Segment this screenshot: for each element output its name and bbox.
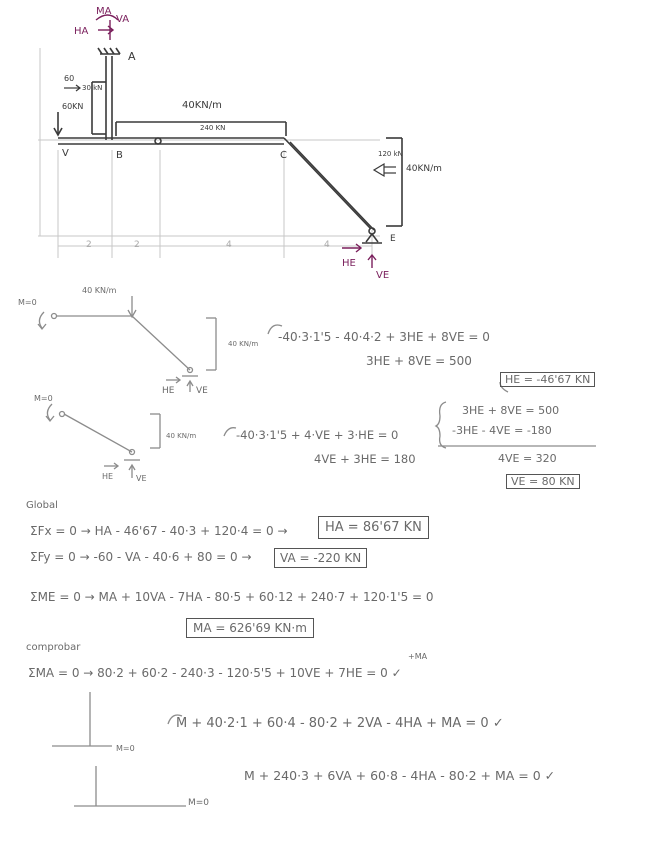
check-title: comprobar: [26, 642, 81, 653]
check-equation-1: ΣMA = 0 → 80·2 + 60·2 - 240·3 - 120·5'5 + 10VE + 7HE = 0 ✓: [28, 666, 402, 680]
sum-fx-equation: ΣFx = 0 → HA - 46'67 - 40·3 + 120·4 = 0 →: [30, 524, 288, 538]
dimension-3: 4: [226, 240, 232, 250]
sub1-load-top: 40 KN/m: [82, 286, 117, 295]
point-e-label: E: [390, 234, 396, 244]
ma-result-box: MA = 626'69 KN·m: [186, 618, 314, 638]
right-load-value: 120 kN: [378, 150, 403, 158]
ha-result-box: HA = 86'67 KN: [318, 516, 429, 539]
reaction-ha-label: HA: [74, 26, 89, 37]
sub2-he-label: HE: [102, 472, 114, 481]
check-equation-3: M + 240·3 + 6VA + 60·8 - 4HA - 80·2 + MA = 0 ✓: [244, 768, 556, 783]
sub2-load-right: 40 KN/m: [166, 432, 197, 440]
sub2-equation: -40·3·1'5 + 4·VE + 3·HE = 0: [236, 428, 399, 442]
va-result-box: VA = -220 KN: [274, 548, 367, 568]
check-equation-1-ma: +MA: [408, 652, 428, 661]
sub1-equation: -40·3·1'5 - 40·4·2 + 3HE + 8VE = 0: [278, 330, 490, 344]
force-60kn-label: 60KN: [62, 102, 84, 111]
distributed-load-total: 240 KN: [200, 124, 226, 132]
reaction-he-label: HE: [342, 258, 356, 269]
system-sum: 4VE = 320: [498, 452, 557, 465]
reaction-va-label: VA: [116, 14, 130, 25]
reaction-ve-label: VE: [376, 270, 390, 281]
dimension-2: 2: [134, 240, 140, 250]
sub1-load-right: 40 KN/m: [228, 340, 259, 348]
sub1-ve-label: VE: [196, 386, 208, 396]
point-v-label: V: [62, 148, 69, 159]
dimension-4: 4: [324, 240, 330, 250]
check-sketch-2-m0: M=0: [188, 798, 210, 808]
distributed-load-label: 40KN/m: [182, 100, 222, 111]
he-result-box: HE = -46'67 KN: [500, 372, 595, 387]
point-a-label: A: [128, 50, 136, 63]
force-label-30: 30 kN: [82, 84, 103, 92]
sum-me-equation: ΣME = 0 → MA + 10VA - 7HA - 80·5 + 60·12 + 240·7 + 120·1'5 = 0: [30, 590, 434, 604]
check-equation-2: M + 40·2·1 + 60·4 - 80·2 + 2VA - 4HA + MA = 0 ✓: [176, 716, 504, 731]
sum-fy-equation: ΣFy = 0 → -60 - VA - 40·6 + 80 = 0 →: [30, 550, 252, 564]
global-title: Global: [26, 500, 58, 511]
system-row-2: -3HE - 4VE = -180: [452, 424, 552, 437]
sub1-he-label: HE: [162, 386, 175, 396]
sub1-equation-simplified: 3HE + 8VE = 500: [366, 354, 472, 368]
point-c-label: C: [280, 150, 287, 161]
sub2-ve-label: VE: [136, 474, 147, 483]
point-b-label: B: [116, 150, 123, 161]
sub2-moment-zero: M=0: [34, 394, 53, 403]
force-label-60: 60: [64, 74, 75, 83]
check-sketch-1-m0: M=0: [116, 744, 135, 753]
ve-result-box: VE = 80 KN: [506, 474, 580, 489]
reaction-ma-label: MA: [96, 6, 112, 17]
right-load-label: 40KN/m: [406, 164, 442, 174]
dimension-1: 2: [86, 240, 92, 250]
system-row-1: 3HE + 8VE = 500: [462, 404, 560, 417]
sub2-equation-simplified: 4VE + 3HE = 180: [314, 452, 416, 466]
sub1-moment-zero: M=0: [18, 298, 37, 307]
